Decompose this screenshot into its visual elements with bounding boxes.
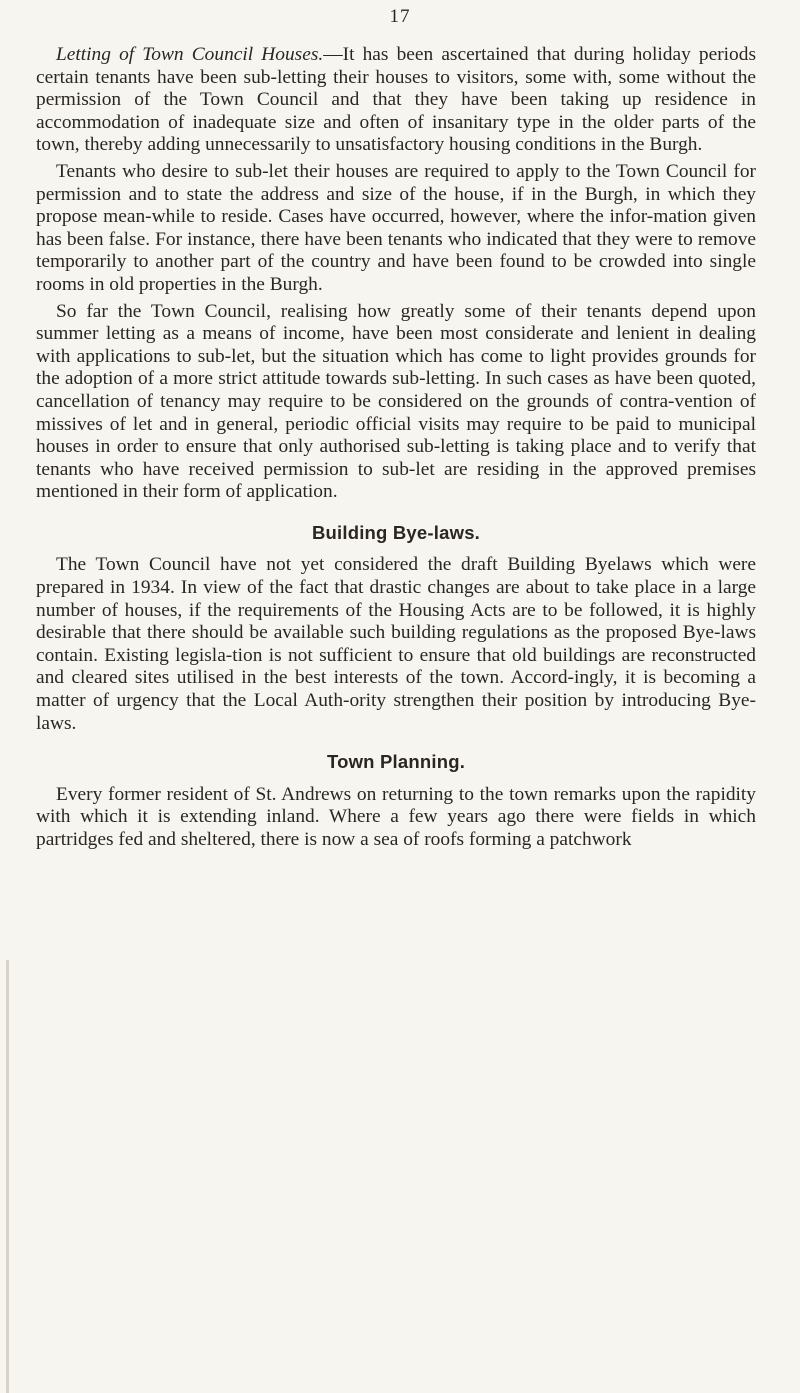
section-heading-town-planning: Town Planning. xyxy=(326,751,466,773)
paragraph-letting-1 xyxy=(36,44,756,157)
run-in-title: Letting of Town Council Houses. xyxy=(56,44,324,65)
paragraph-letting-2: Tenants who desire to sub-let their houses are required to apply to the Town Council for permission and to state the address and size of the house, if in the Burgh, in which they propose mean-while to reside. Cases have occurred, however, where the infor-mation given has been false. For instance, there have been tenants who indicated that they were to remove temporarily to another part of the country and have been found to be crowded into single rooms in old properties in the Burgh. xyxy=(36,160,756,295)
paragraph-bye-laws-1: The Town Council have not yet considered the draft Building Byelaws which were prepared in 1934. In view of the fact that drastic changes are about to take place in a large number of houses, if the requirements of the Housing Acts are to be followed, it is highly desirable that there should be available such building regulations as the proposed Bye-laws contain. Existing legisla-tion is not sufficient to ensure that old buildings are reconstructed and cleared sites utilised in the best interests of the town. Accord-ingly, it is becoming a matter of urgency that the Local Auth-ority strengthen their position by introducing Bye-laws. xyxy=(36,554,756,734)
body-text xyxy=(36,44,756,856)
section-heading-bye-laws: Building Bye-laws. xyxy=(311,521,481,543)
paragraph-town-planning-1: Every former resident of St. Andrews on returning to the town remarks upon the rapidity with which it is extending inland. Where a few years ago there were fields in which partridges fed and sheltered, there is now a sea of roofs forming a patchwork xyxy=(36,783,756,850)
page-number: 17 xyxy=(389,6,411,27)
run-in-dash: — xyxy=(323,44,343,65)
binding-edge-shadow xyxy=(6,960,9,1393)
paragraph-text: It has been ascertained that during holiday periods certain tenants have been sub-letting their houses to visitors, some with, some without the permission of the Town Council and that they have been taking up residence in accommodation of inadequate size and often of insanitary type in the older parts of the town, thereby adding unnecessarily to unsatisfactory housing conditions in the Burgh. xyxy=(36,44,756,156)
paragraph-letting-3: So far the Town Council, realising how greatly some of their tenants depend upon summer letting as a means of income, have been most considerate and lenient in dealing with applications to sub-let, but the situation which has come to light provides grounds for the adoption of a more strict attitude towards sub-letting. In such cases as have been quoted, cancellation of tenancy may require to be considered on the grounds of contra-vention of missives of let and in general, periodic official visits may require to be paid to municipal houses in order to ensure that only authorised sub-letting is taking place and to verify that tenants who have received permission to sub-let are residing in the approved premises mentioned in their form of application. xyxy=(36,300,756,503)
